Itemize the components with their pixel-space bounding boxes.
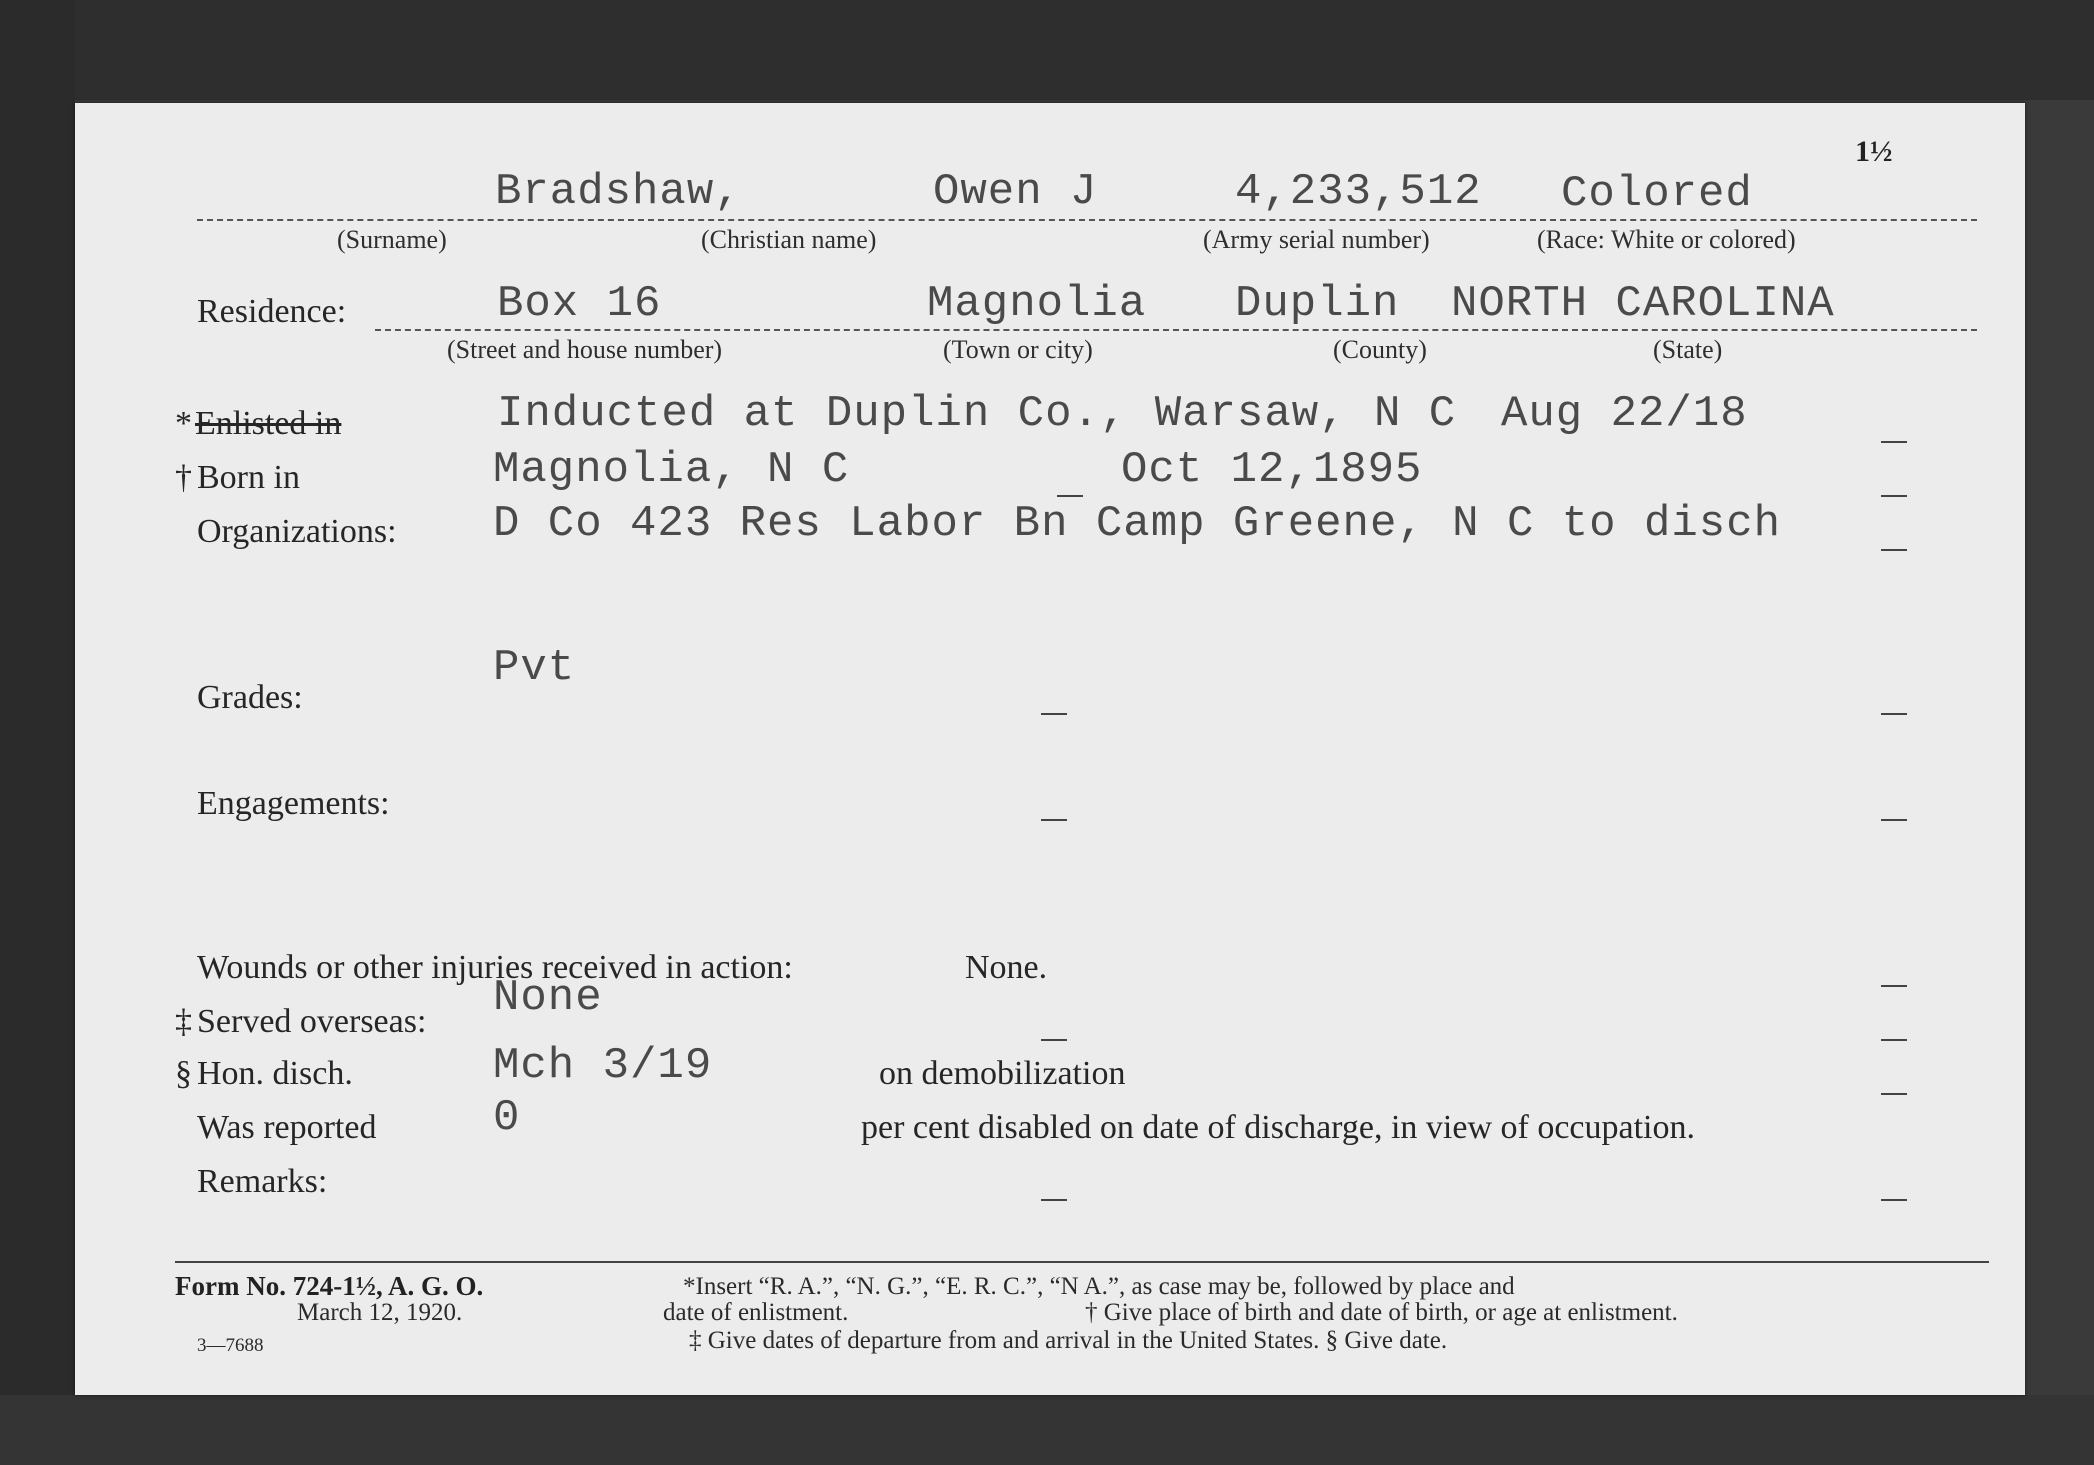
birth-place-value: Magnolia, N C — [493, 445, 850, 495]
wounds-value: None. — [965, 949, 1048, 986]
hon-disch-label: Hon. disch. — [197, 1055, 353, 1092]
tick-mark — [1881, 713, 1907, 715]
organizations-label: Organizations: — [197, 513, 397, 550]
enlisted-date: Aug 22/18 — [1501, 389, 1748, 439]
race-caption: (Race: White or colored) — [1537, 225, 1796, 254]
service-record-card — [75, 103, 2025, 1395]
grades-value: Pvt — [493, 643, 576, 693]
remarks-label: Remarks: — [197, 1163, 328, 1200]
grades-label: Grades: — [197, 679, 303, 716]
surname-caption: (Surname) — [337, 225, 447, 254]
street-value: Box 16 — [497, 279, 662, 329]
tick-mark — [1057, 495, 1083, 497]
town-value: Magnolia — [927, 279, 1147, 329]
print-number: 3—7688 — [197, 1335, 264, 1356]
surname-value: Bradshaw, — [495, 167, 742, 217]
overseas-label: Served overseas: — [197, 1003, 427, 1040]
scan-frame-bottom — [0, 1395, 2094, 1465]
hon-disch-value: Mch 3/19 — [493, 1041, 713, 1091]
born-label: Born in — [197, 459, 300, 496]
form-number: Form No. 724-1½, A. G. O. — [175, 1271, 484, 1301]
race-value: Colored — [1561, 169, 1753, 219]
footnote-enlistment-cont: date of enlistment. — [663, 1299, 849, 1326]
christian-name-caption: (Christian name) — [701, 225, 877, 254]
hon-disch-marker: § — [175, 1055, 192, 1092]
christian-name-value: Owen J — [933, 167, 1098, 217]
tick-mark — [1041, 1039, 1067, 1041]
tick-mark — [1881, 441, 1907, 443]
reported-value: 0 — [493, 1093, 521, 1143]
footer-rule — [175, 1261, 1989, 1263]
tick-mark — [1881, 985, 1907, 987]
serial-number-caption: (Army serial number) — [1203, 225, 1430, 254]
scan-frame-top — [0, 0, 2094, 100]
street-caption: (Street and house number) — [447, 335, 723, 364]
residence-label: Residence: — [197, 293, 347, 330]
tick-mark — [1881, 1199, 1907, 1201]
reported-label: Was reported — [197, 1109, 377, 1146]
enlisted-marker: * — [175, 405, 192, 442]
organizations-value: D Co 423 Res Labor Bn Camp Greene, N C to disch — [493, 499, 1782, 549]
footnote-birth: † Give place of birth and date of birth, or age at enlistment. — [1085, 1299, 1678, 1326]
tick-mark — [1041, 819, 1067, 821]
tick-mark — [1881, 1093, 1907, 1095]
footnote-overseas: ‡ Give dates of departure from and arrival in the United States. § Give date. — [689, 1327, 1448, 1354]
tick-mark — [1881, 549, 1907, 551]
overseas-value: None — [493, 973, 603, 1023]
page-number: 1½ — [1855, 135, 1893, 168]
tick-mark — [1041, 713, 1067, 715]
form-date: March 12, 1920. — [297, 1299, 463, 1326]
tick-mark — [1881, 1039, 1907, 1041]
header-dotted-line — [197, 219, 1977, 221]
overseas-marker: ‡ — [175, 1003, 192, 1040]
county-value: Duplin — [1235, 279, 1400, 329]
engagements-label: Engagements: — [197, 785, 390, 822]
residence-dotted-line — [375, 329, 1977, 331]
reported-suffix: per cent disabled on date of discharge, in view of occupation. — [861, 1109, 1695, 1146]
birth-date-value: Oct 12,1895 — [1121, 445, 1423, 495]
state-value: NORTH CAROLINA — [1451, 279, 1835, 329]
tick-mark — [1881, 819, 1907, 821]
enlisted-label: Enlisted in — [195, 405, 342, 442]
tick-mark — [1041, 1199, 1067, 1201]
scan-frame-left — [0, 0, 75, 1465]
wounds-label: Wounds or other injuries received in action: — [197, 949, 793, 986]
serial-number-value: 4,233,512 — [1235, 167, 1482, 217]
hon-disch-suffix: on demobilization — [879, 1055, 1126, 1092]
footnote-enlistment: *Insert “R. A.”, “N. G.”, “E. R. C.”, “N A.”, as case may be, followed by place and — [683, 1273, 1515, 1300]
state-caption: (State) — [1653, 335, 1723, 364]
born-marker: † — [175, 459, 192, 496]
enlisted-value: Inducted at Duplin Co., Warsaw, N C — [497, 389, 1457, 439]
tick-mark — [1881, 495, 1907, 497]
county-caption: (County) — [1333, 335, 1427, 364]
town-caption: (Town or city) — [943, 335, 1093, 364]
